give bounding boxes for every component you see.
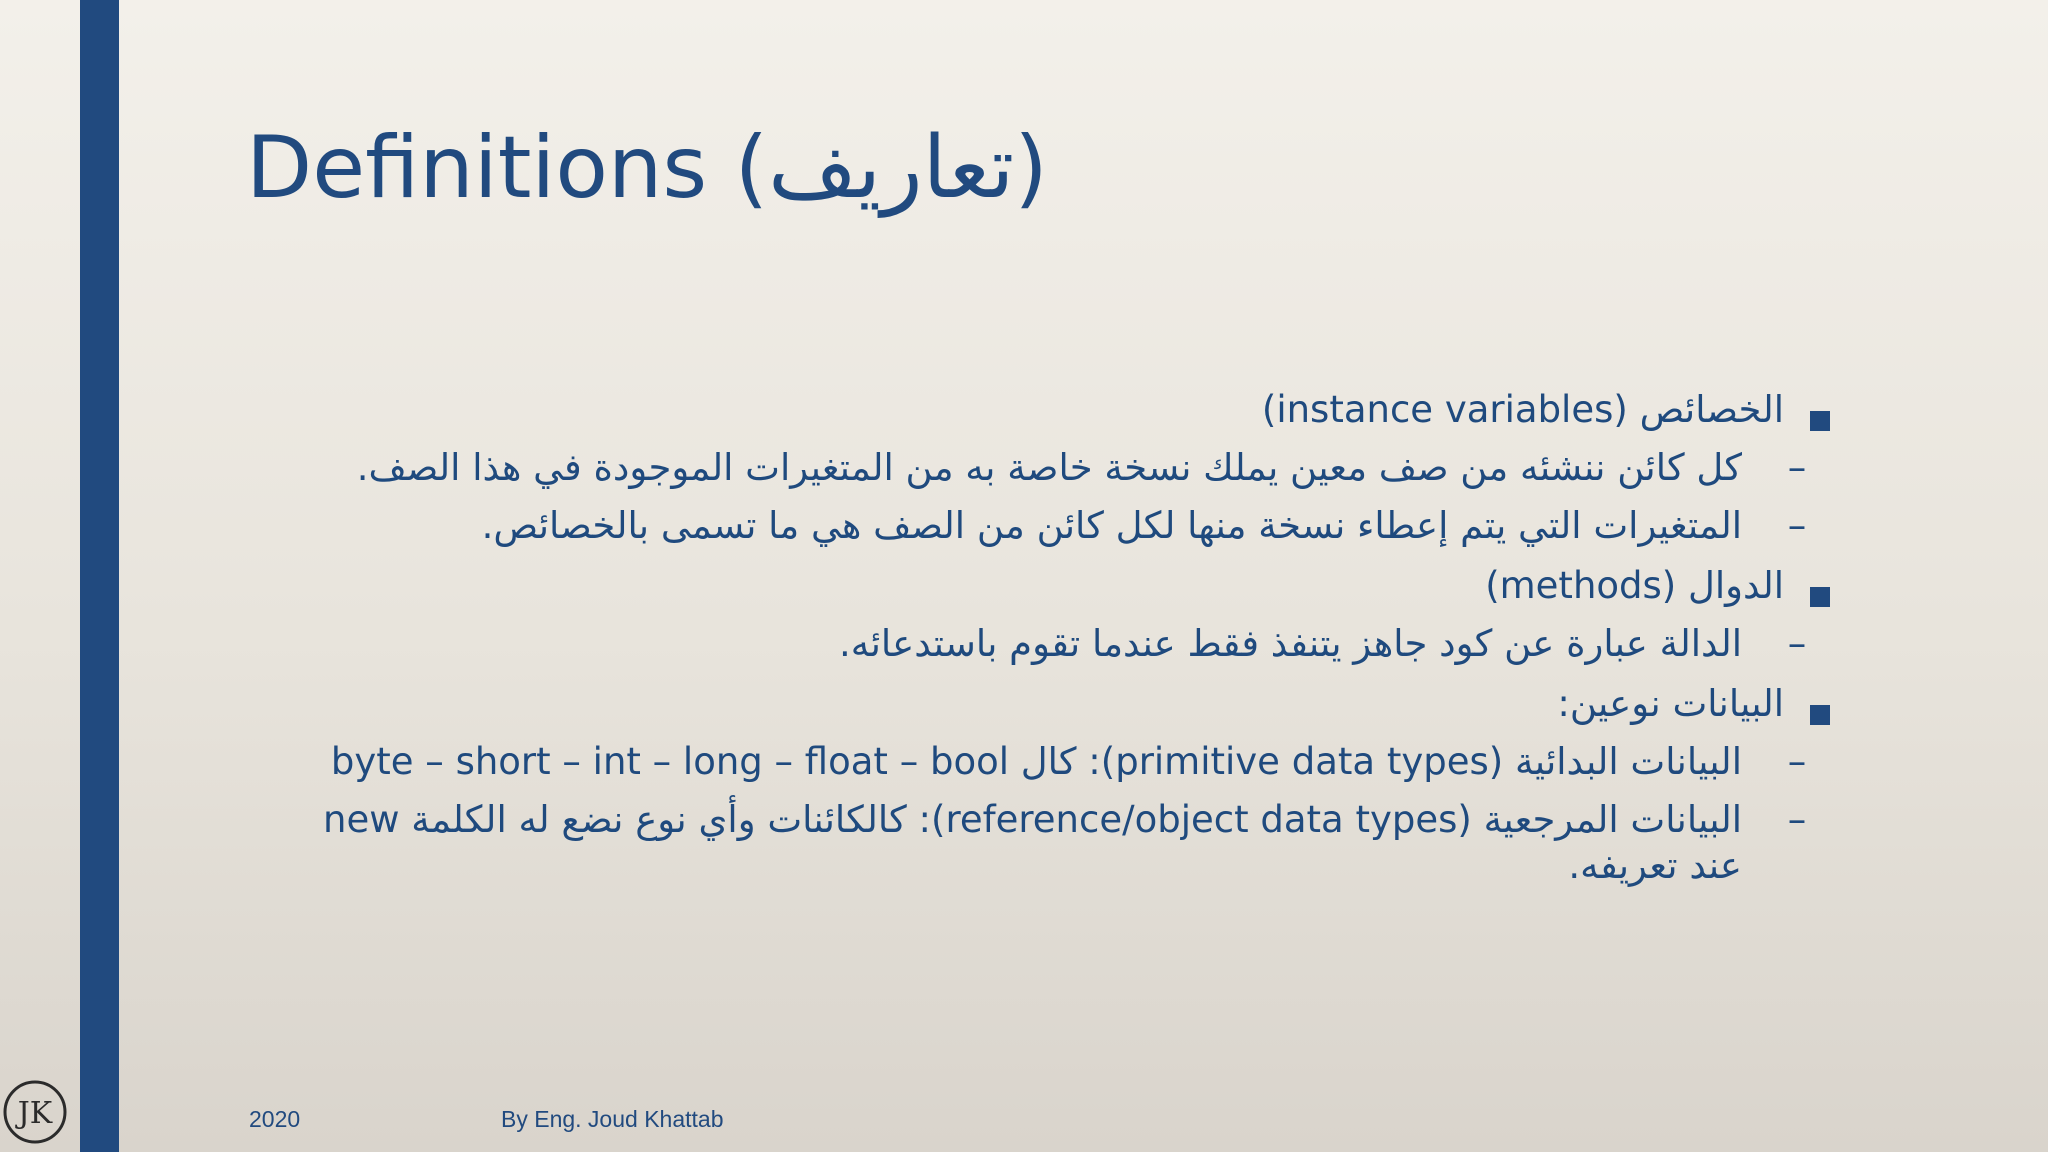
slide-title: Definitions (تعاريف) (246, 118, 1048, 218)
bullet-item (280, 561, 1830, 609)
svg-text:JK: JK (17, 1096, 53, 1131)
dash-marker: – (1787, 622, 1807, 665)
sub-bullet-item (280, 739, 1830, 785)
sub-bullet-text: كل كائن ننشئه من صف معين يملك نسخة خاصة به من المتغيرات الموجودة في هذا الصف. (356, 446, 1742, 489)
dash-marker: – (1787, 740, 1807, 783)
bullet-item (280, 679, 1830, 727)
square-bullet-icon (1810, 411, 1830, 431)
sub-bullet-item (280, 621, 1830, 667)
square-bullet-icon (1810, 705, 1830, 725)
bullet-text: الخصائص (instance variables) (1261, 388, 1784, 431)
sub-bullet-text: المتغيرات التي يتم إعطاء نسخة منها لكل كائن من الصف هي ما تسمى بالخصائص. (481, 504, 1742, 547)
bullet-text: الدوال (methods) (1485, 564, 1784, 607)
sub-bullet-item (280, 503, 1830, 549)
slide-content (280, 385, 1830, 901)
sub-bullet-text: الدالة عبارة عن كود جاهز يتنفذ فقط عندما تقوم باستدعائه. (839, 622, 1742, 665)
footer-author: By Eng. Joud Khattab (501, 1106, 724, 1132)
sub-bullet-text: البيانات البدائية (primitive data types): كال byte – short – int – long – float – bool (330, 740, 1742, 783)
footer-year: 2020 (249, 1106, 301, 1132)
bullet-text: البيانات نوعين: (1557, 682, 1784, 725)
accent-side-bar (80, 0, 119, 1152)
square-bullet-icon (1810, 587, 1830, 607)
sub-bullet-item (280, 797, 1830, 889)
dash-marker: – (1787, 504, 1807, 547)
sub-bullet-text: البيانات المرجعية (reference/object data types): كالكائنات وأي نوع نضع له الكلمة new عند تعريفه. (323, 798, 1742, 887)
dash-marker: – (1787, 798, 1807, 841)
sub-bullet-item (280, 445, 1830, 491)
author-logo-icon (2, 1079, 68, 1145)
bullet-item (280, 385, 1830, 433)
dash-marker: – (1787, 446, 1807, 489)
